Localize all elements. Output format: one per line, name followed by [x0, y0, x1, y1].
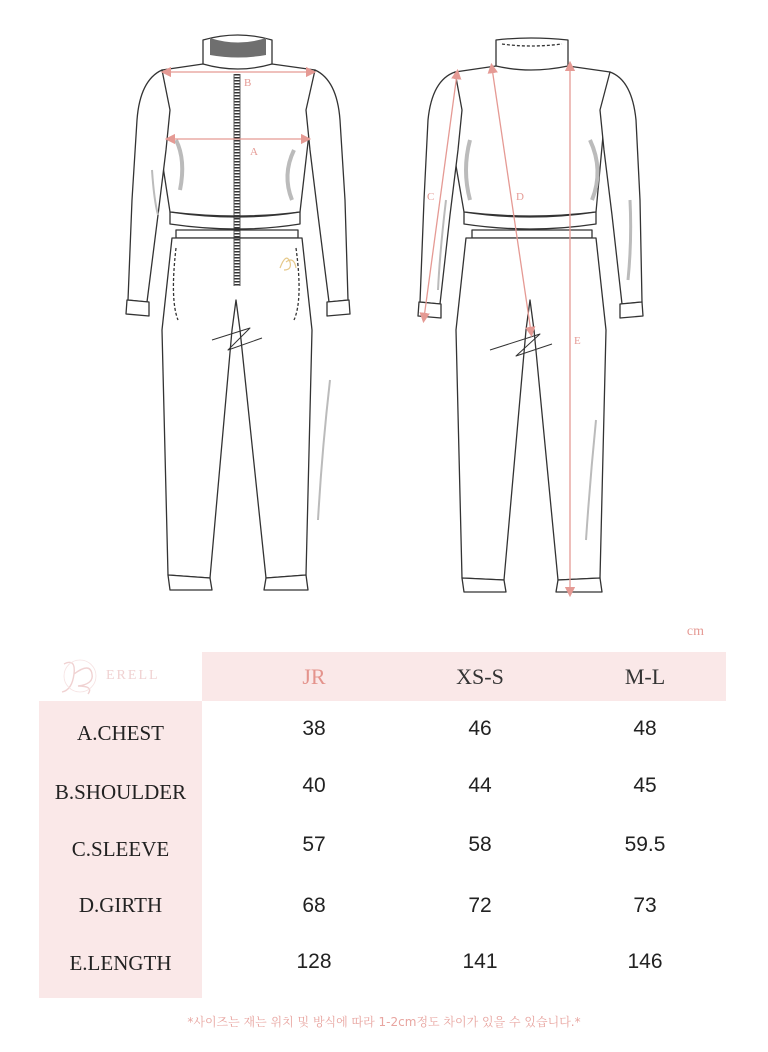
row-label-length: E.LENGTH: [69, 950, 172, 975]
brand-monogram-icon: [58, 656, 102, 696]
table-cell: 44: [468, 774, 492, 797]
measure-label-d: D: [516, 191, 524, 203]
table-cell: 57: [302, 833, 326, 856]
size-footnote: *사이즈는 재는 위치 및 방식에 따라 1-2cm정도 차이가 있을 수 있습니다.*: [187, 1015, 581, 1029]
back-view: [418, 38, 643, 592]
column-header-xs-s: XS-S: [456, 663, 504, 689]
table-cell: 58: [468, 833, 492, 856]
measure-label-e: E: [574, 335, 581, 347]
row-label-girth: D.GIRTH: [78, 892, 163, 917]
table-cell: 128: [296, 950, 332, 973]
brand-logo: [58, 652, 182, 700]
table-cell: 38: [302, 717, 326, 740]
table-cell: 48: [633, 717, 657, 740]
brand-name: ERELL: [106, 668, 160, 683]
column-header-jr: JR: [302, 663, 326, 689]
table-cell: 45: [633, 774, 657, 797]
measure-label-c: C: [427, 191, 435, 203]
measure-label-b: B: [244, 77, 252, 89]
table-cell: 72: [468, 894, 492, 917]
table-cell: 141: [462, 950, 498, 973]
table-cell: 40: [302, 774, 326, 797]
table-cell: 146: [627, 950, 663, 973]
table-cell: 73: [633, 894, 657, 917]
table-cell: 46: [468, 717, 492, 740]
table-cell: 68: [302, 894, 326, 917]
row-label-shoulder: B.SHOULDER: [54, 779, 187, 804]
row-label-sleeve: C.SLEEVE: [71, 836, 170, 861]
front-view: [126, 35, 350, 590]
unit-label: cm: [686, 624, 704, 639]
row-label-chest: A.CHEST: [77, 720, 164, 745]
measure-label-a: A: [250, 146, 258, 158]
table-cell: 59.5: [624, 833, 666, 856]
column-header-m-l: M-L: [624, 663, 666, 689]
